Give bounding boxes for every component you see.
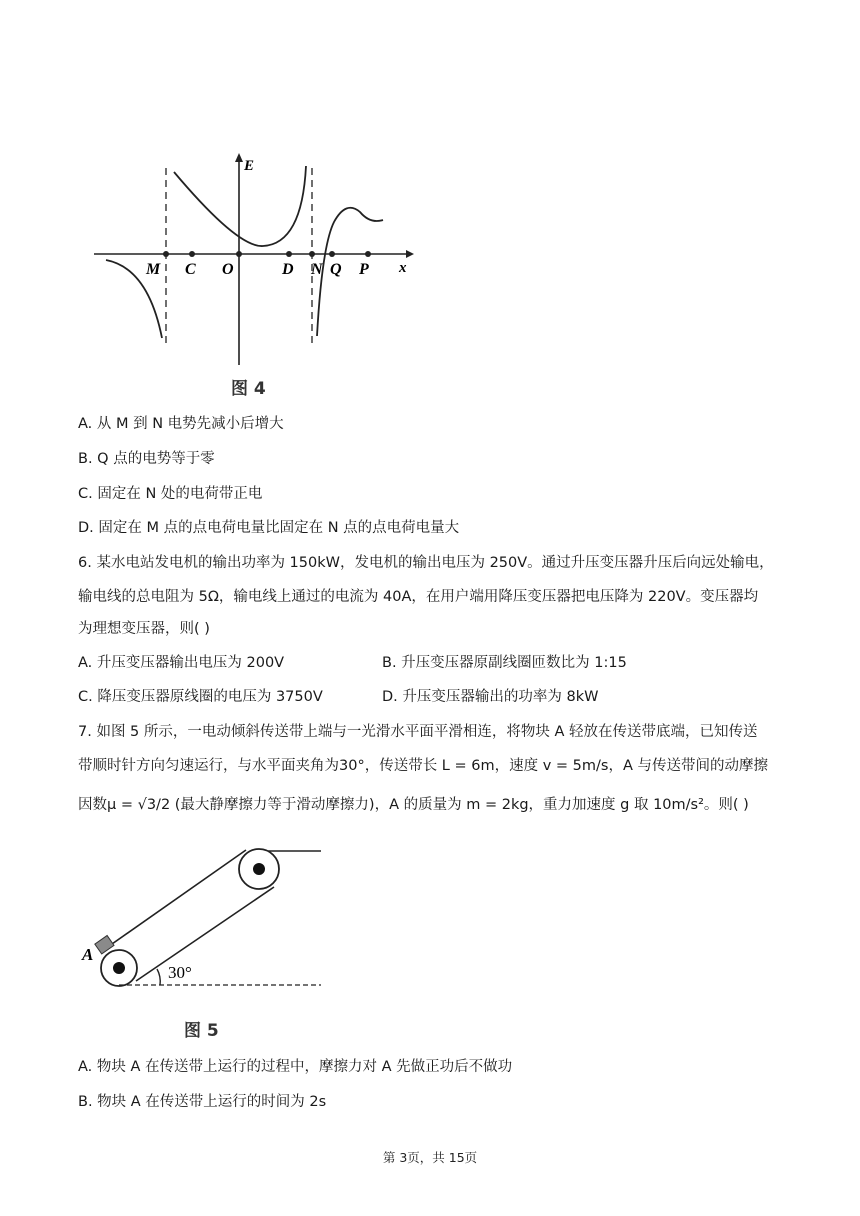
q7-option-a: A. 物块 A 在传送带上运行的过程中，摩擦力对 A 先做正功后不做功 (78, 1059, 513, 1075)
point-label-d: D (282, 261, 294, 278)
figure-4-caption: 图 4 (231, 379, 266, 399)
point-label-q: Q (330, 261, 342, 278)
angle-label: 30° (168, 963, 192, 982)
figure-5-caption: 图 5 (184, 1021, 219, 1041)
block-a-label: A (82, 945, 94, 964)
q5-option-a: A. 从 M 到 N 电势先减小后增大 (78, 416, 284, 432)
figure-4-graph (88, 150, 418, 375)
figure-5-conveyor (78, 845, 328, 995)
q6-option-d: D. 升压变压器输出的功率为 8kW (382, 689, 599, 705)
point-label-n: N (311, 261, 323, 278)
field-strength-graph (88, 150, 418, 375)
q5-option-c: C. 固定在 N 处的电荷带正电 (78, 486, 263, 502)
q6-stem-line-3: 为理想变压器，则( ) (78, 621, 210, 637)
q7-stem-line-1: 7. 如图 5 所示，一电动倾斜传送带上端与一光滑水平面平滑相连，将物块 A 轻放在传送带底端，已知传送 (78, 724, 758, 740)
conveyor-belt-diagram (78, 845, 328, 995)
q7-stem-line-3: 因数μ = √3/2 (最大静摩擦力等于滑动摩擦力)，A 的质量为 m = 2kg，重力加速度 g 取 10m/s²。则( ) (78, 797, 749, 813)
q7-stem-line-2: 带顺时针方向匀速运行，与水平面夹角为30°，传送带长 L = 6m，速度 v = 5m/s，A 与传送带间的动摩擦 (78, 758, 768, 774)
q6-option-c: C. 降压变压器原线圈的电压为 3750V (78, 689, 323, 705)
point-label-p: P (359, 261, 369, 278)
q6-stem-line-2: 输电线的总电阻为 5Ω，输电线上通过的电流为 40A，在用户端用降压变压器把电压降为 220V。变压器均 (78, 589, 759, 605)
point-label-c: C (185, 261, 196, 278)
q5-option-b: B. Q 点的电势等于零 (78, 451, 215, 467)
point-label-m: M (146, 261, 161, 278)
page-footer: 第 3页，共 15页 (382, 1150, 478, 1165)
q5-option-d: D. 固定在 M 点的点电荷电量比固定在 N 点的点电荷电量大 (78, 520, 460, 536)
axis-x-label: x (399, 260, 407, 276)
point-label-o: O (222, 261, 234, 278)
q6-option-a: A. 升压变压器输出电压为 200V (78, 655, 285, 671)
q7-option-b: B. 物块 A 在传送带上运行的时间为 2s (78, 1094, 327, 1110)
q6-option-b: B. 升压变压器原副线圈匝数比为 1:15 (382, 655, 627, 671)
q6-stem-line-1: 6. 某水电站发电机的输出功率为 150kW，发电机的输出电压为 250V。通过升压变压器升压后向远处输电， (78, 555, 774, 571)
axis-y-label: E (244, 158, 255, 174)
